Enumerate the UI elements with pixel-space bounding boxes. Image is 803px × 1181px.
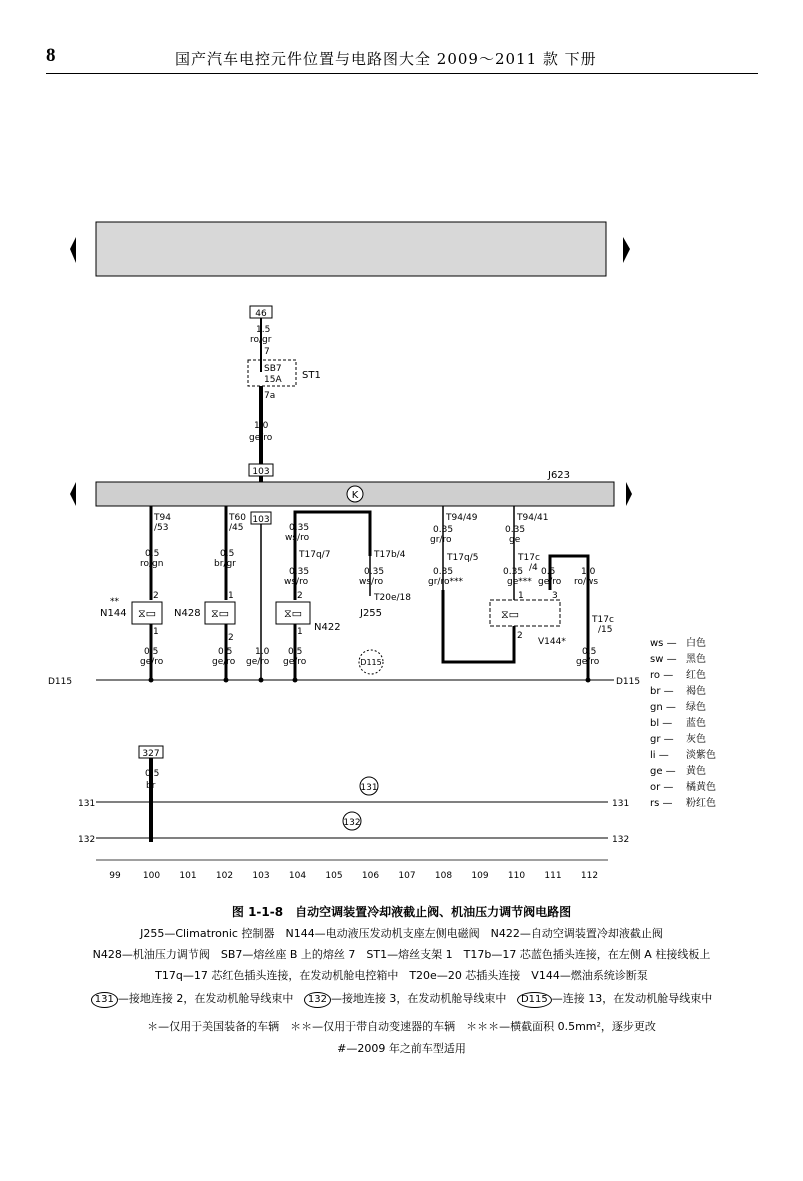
connector-label: T17c	[592, 615, 614, 625]
d115-marker: D115	[360, 658, 382, 667]
x-tick-label: 103	[252, 871, 270, 881]
wire-color: ws/ro	[284, 577, 309, 587]
wire-size: 0.35	[289, 523, 310, 533]
x-tick-label: 105	[325, 871, 343, 881]
caption-line-4	[0, 990, 803, 1008]
legend-code: sw —	[650, 654, 677, 665]
wire-color: ge/ro	[212, 657, 236, 667]
header-rule	[46, 73, 758, 74]
d115-left-label: D115	[48, 677, 73, 687]
ground-ref-d115: D115	[517, 992, 552, 1008]
ref-103: 103	[252, 467, 270, 477]
pin-label: 1	[228, 591, 234, 601]
n144-label: N144	[100, 608, 127, 619]
wire-size: 1.0	[255, 647, 270, 657]
legend-color-name: 淡紫色	[686, 750, 716, 761]
x-tick-label: 106	[361, 871, 380, 881]
x-tick-label: 111	[544, 871, 562, 881]
v144-label: V144*	[538, 637, 566, 647]
valve-icon: ⧖▭	[210, 607, 230, 620]
legend-code: li —	[650, 750, 669, 761]
wiring-diagram	[0, 200, 803, 890]
pin-label: 1	[518, 591, 524, 601]
ground-132-marker: 132	[343, 818, 361, 828]
wire-size: 0.35	[289, 567, 310, 577]
wire-size: 1.5	[256, 325, 271, 335]
pin-label: 7a	[264, 391, 276, 401]
ground-ref-d115-text: —连接 13，在发动机舱导线束中	[551, 992, 713, 1005]
wire-size: 0.5	[218, 647, 233, 657]
caption-line-5: ＊—仅用于美国装备的车辆 ＊＊—仅用于带自动变速器的车辆 ＊＊＊—横截面积 0.5mm²，逐步更改	[147, 1020, 656, 1033]
ground-131-marker: 131	[360, 783, 378, 793]
top-bar	[96, 222, 606, 276]
pin-label: 3	[552, 591, 558, 601]
caption-line-3: T17q—17 芯红色插头连接，在发动机舱电控箱中 T20e—20 芯插头连接 V144—燃油系统诊断泵	[155, 969, 648, 982]
figure-title: 图 1-1-8 自动空调装置冷却液截止阀、机油压力调节阀电路图	[231, 905, 572, 919]
wire-color: ro/gr	[250, 335, 272, 345]
d115-right-label: D115	[616, 677, 641, 687]
line-131-left: 131	[78, 799, 96, 809]
ref-327: 327	[142, 749, 160, 759]
connector-label: T17c	[518, 553, 540, 563]
page-number: 8	[46, 45, 56, 66]
legend-color-name: 蓝色	[686, 718, 706, 729]
left-arrow-icon	[70, 482, 76, 506]
wire-size: 0.35	[433, 525, 454, 535]
connector-label: T17b/4	[374, 550, 406, 560]
pin-label: 7	[264, 347, 270, 357]
x-tick-label: 100	[142, 871, 161, 881]
pin-label: 1	[153, 627, 159, 637]
wire-color: ge***	[507, 577, 532, 587]
legend-code: gr —	[650, 734, 674, 745]
note-marker: **	[110, 597, 119, 607]
line-132-left: 132	[78, 835, 96, 845]
wire-color: gr/ro	[430, 535, 452, 545]
wire-color: ge/ro	[246, 657, 270, 667]
running-title: 国产汽车电控元件位置与电路图大全 2009～2011 款 下册	[175, 50, 597, 68]
left-arrow-icon	[70, 237, 76, 263]
n422-label: N422	[314, 622, 341, 633]
legend-color-name: 白色	[686, 638, 706, 649]
wire-size: 0.35	[364, 567, 385, 577]
x-tick-label: 102	[215, 871, 234, 881]
valve-icon: ⧖▭	[137, 607, 157, 620]
ref-46: 46	[255, 309, 267, 319]
connector-pin: /4	[529, 563, 538, 573]
legend-color-name: 绿色	[686, 702, 706, 713]
right-arrow-icon	[626, 482, 632, 506]
wire-color: ws/ro	[285, 533, 310, 543]
wire-size: 0.35	[505, 525, 526, 535]
wire-color: ge/ro	[140, 657, 164, 667]
wire-color: ge	[509, 535, 521, 545]
legend-code: rs —	[650, 798, 673, 809]
connector-label: T94/41	[517, 513, 549, 523]
x-tick-label: 112	[580, 871, 599, 881]
connector-label: T94/49	[446, 513, 478, 523]
connector-label: T20e/18	[374, 593, 411, 603]
legend-code: ge —	[650, 766, 676, 777]
ground-ref-131: 131	[91, 992, 118, 1008]
wire-size: 1.0	[581, 567, 596, 577]
wire-size: 0.5	[145, 549, 160, 559]
fuse-label: SB7	[264, 364, 282, 374]
legend-code: br —	[650, 686, 674, 697]
ground-ref-131-text: —接地连接 2，在发动机舱导线束中	[117, 992, 294, 1005]
legend-code: gn —	[650, 702, 676, 713]
ground-ref-132-text: —接地连接 3，在发动机舱导线束中	[330, 992, 507, 1005]
k-marker: K	[351, 490, 359, 501]
connector-pin: /15	[598, 625, 613, 635]
line-131-right: 131	[612, 799, 630, 809]
legend-color-name: 灰色	[686, 734, 706, 745]
wire-size: 0.5	[582, 647, 597, 657]
wire-size: 0.35	[433, 567, 454, 577]
wire-size: 0.5	[220, 549, 235, 559]
wire-size: 0.5	[288, 647, 303, 657]
wire-color: ge/ro	[283, 657, 307, 667]
wire-color: br/gr	[214, 559, 236, 569]
legend-code: bl —	[650, 718, 673, 729]
pin-label: 2	[297, 591, 303, 601]
legend-color-name: 黄色	[686, 766, 706, 777]
wire-size: 0.5	[541, 567, 556, 577]
legend-color-name: 橘黄色	[686, 782, 716, 793]
wire-size: 0.5	[145, 769, 160, 779]
x-tick-label: 101	[179, 871, 197, 881]
legend-code: or —	[650, 782, 674, 793]
caption-line-1: J255—Climatronic 控制器 N144—电动液压发动机支座左侧电磁阀 N422—自动空调装置冷却液截止阀	[140, 927, 663, 940]
fuse-holder-label: ST1	[302, 370, 321, 381]
x-tick-label: 110	[507, 871, 526, 881]
ref-103: 103	[252, 515, 270, 525]
x-tick-label: 104	[288, 871, 307, 881]
n428-label: N428	[174, 608, 201, 619]
page-header	[0, 0, 803, 80]
caption-line-2: N428—机油压力调节阀 SB7—熔丝座 B 上的熔丝 7 ST1—熔丝支架 1 T17b—17 芯蓝色插头连接，在左侧 A 柱接线板上	[92, 948, 711, 961]
x-tick-label: 107	[398, 871, 416, 881]
legend-code: ro —	[650, 670, 674, 681]
color-legend	[650, 636, 716, 809]
pin-label: 2	[228, 633, 234, 643]
pump-icon: ⧖▭	[500, 608, 520, 621]
x-tick-label: 109	[471, 871, 489, 881]
fuse-rating: 15A	[264, 375, 282, 385]
x-ticks	[109, 871, 598, 881]
wire-color: ws/ro	[359, 577, 384, 587]
j623-label: J623	[548, 470, 571, 481]
wire-color: br	[146, 781, 156, 791]
pin-label: 2	[153, 591, 159, 601]
wire-size: 0.5	[144, 647, 159, 657]
connector-label: T60	[229, 513, 246, 523]
connector-pin: /45	[229, 523, 244, 533]
legend-color-name: 红色	[686, 670, 706, 681]
line-132-right: 132	[612, 835, 630, 845]
wire-size: 1.0	[254, 421, 269, 431]
legend-color-name: 黑色	[686, 654, 706, 665]
wire-color: ge/ro	[249, 433, 273, 443]
j255-label: J255	[360, 608, 383, 619]
connector-pin: /53	[154, 523, 169, 533]
right-arrow-icon	[623, 237, 630, 263]
connector-label: T94	[154, 513, 171, 523]
connector-label: T17q/5	[447, 553, 479, 563]
wire-size: 0.35	[503, 567, 524, 577]
x-tick-label: 108	[434, 871, 453, 881]
wire-color: ge/ro	[576, 657, 600, 667]
x-tick-label: 99	[109, 871, 121, 881]
wire-color: gr/ro***	[428, 577, 463, 587]
wire-color: ro/gn	[140, 559, 164, 569]
valve-icon: ⧖▭	[283, 607, 303, 620]
legend-color-name: 褐色	[686, 686, 706, 697]
ground-ref-132: 132	[304, 992, 331, 1008]
legend-color-name: 粉红色	[686, 798, 716, 809]
legend-code: ws —	[650, 638, 677, 649]
wire-color: ro/ws	[574, 577, 599, 587]
pin-label: 2	[517, 631, 523, 641]
caption-line-6: #—2009 年之前车型适用	[337, 1042, 466, 1055]
connector-label: T17q/7	[299, 550, 331, 560]
wire-color: ge/ro	[538, 577, 562, 587]
pin-label: 1	[297, 627, 303, 637]
